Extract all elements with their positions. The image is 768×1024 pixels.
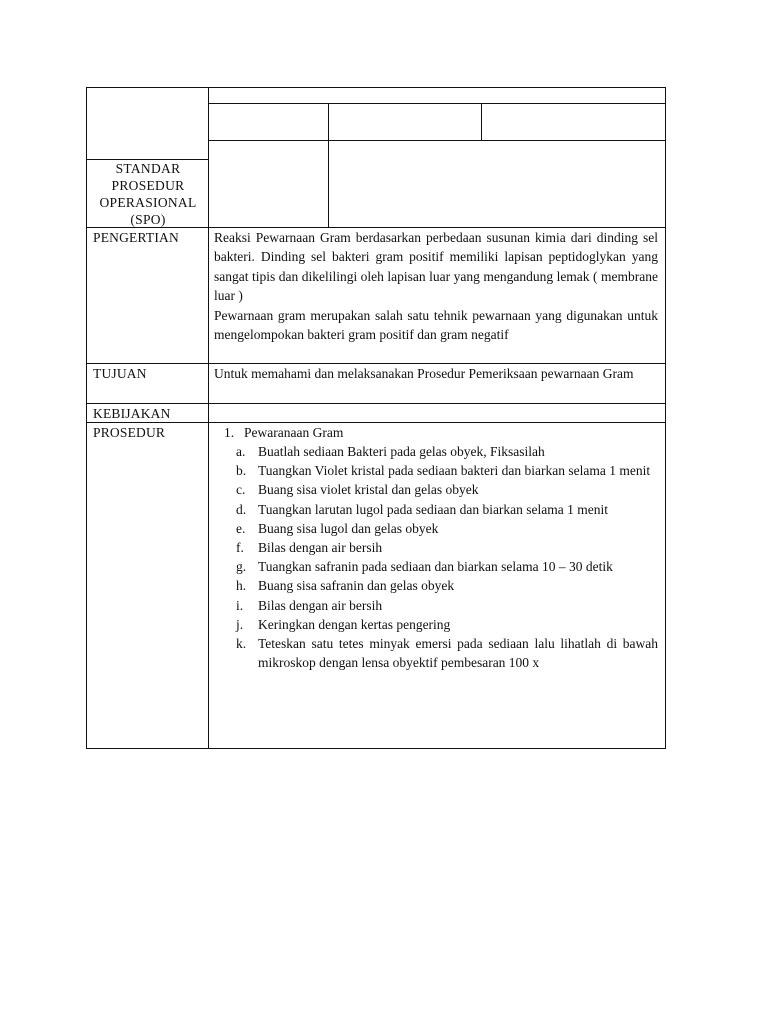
label-pengertian: PENGERTIAN <box>93 230 179 245</box>
spo-title-line-4: (SPO) <box>130 212 166 227</box>
step-marker: c. <box>236 482 246 498</box>
step-marker: e. <box>236 520 246 536</box>
header-line-2 <box>208 140 666 141</box>
table-border-left <box>86 87 87 749</box>
tujuan-content: Untuk memahami dan melaksanakan Prosedur Pemeriksaan pewarnaan Gram <box>214 366 634 381</box>
step-text: Buang sisa lugol dan gelas obyek <box>258 520 439 536</box>
step-marker: k. <box>236 636 247 652</box>
pengertian-paragraph: Pewarnaan gram merupakan salah satu tehnik pewarnaan yang digunakan untuk mengelompokan bakteri gram positif dan gram negatif <box>214 307 658 343</box>
row-line-prosedur <box>86 422 666 423</box>
spo-title-line-1: STANDAR <box>115 161 181 176</box>
step-marker: d. <box>236 501 247 517</box>
table-column-divider <box>208 87 209 749</box>
list-item <box>236 461 658 480</box>
list-item <box>236 634 658 672</box>
step-text: Buatlah sediaan Bakteri pada gelas obyek, Fiksasilah <box>258 444 545 459</box>
prosedur-number: 1. <box>224 425 235 440</box>
step-text: Buang sisa violet kristal dan gelas obyek <box>258 482 479 498</box>
header-line-1 <box>208 103 666 104</box>
list-item <box>236 442 658 461</box>
step-marker: g. <box>236 559 247 575</box>
list-item <box>236 596 658 615</box>
pengertian-content <box>214 228 658 344</box>
table-border-bottom <box>86 748 666 749</box>
step-marker: f. <box>236 540 244 556</box>
step-text: Teteskan satu tetes minyak emersi pada sediaan lalu lihatlah di bawah mikroskop dengan lensa obyektif pembesaran 100 x <box>258 636 658 671</box>
step-text: Tuangkan larutan lugol pada sediaan dan biarkan selama 1 menit <box>258 501 609 517</box>
list-item <box>236 557 658 576</box>
step-text: Bilas dengan air bersih <box>258 597 383 613</box>
step-text: Bilas dengan air bersih <box>258 540 383 556</box>
list-item <box>236 538 658 557</box>
step-text: Buang sisa safranin dan gelas obyek <box>258 578 455 594</box>
spo-title-line-2: PROSEDUR <box>111 178 185 193</box>
header-divider-2 <box>481 103 482 141</box>
step-marker: j. <box>236 616 244 632</box>
label-prosedur: PROSEDUR <box>93 425 166 440</box>
row-line-kebijakan <box>86 403 666 404</box>
list-item <box>236 519 658 538</box>
step-text: Tuangkan Violet kristal pada sediaan bakteri dan biarkan selama 1 menit <box>258 463 651 479</box>
list-item <box>236 615 658 634</box>
step-text: Tuangkan safranin pada sediaan dan biarkan selama 10 – 30 detik <box>258 559 613 575</box>
step-text: Keringkan dengan kertas pengering <box>258 616 451 632</box>
prosedur-heading <box>224 423 343 442</box>
list-item <box>236 500 658 519</box>
step-marker: b. <box>236 463 247 479</box>
prosedur-steps <box>236 442 658 672</box>
list-item <box>236 576 658 595</box>
header-divider-1 <box>328 103 329 227</box>
step-marker: a. <box>236 444 246 459</box>
label-kebijakan: KEBIJAKAN <box>93 406 171 421</box>
step-marker: h. <box>236 578 247 594</box>
spo-title <box>88 160 208 228</box>
label-tujuan: TUJUAN <box>93 366 147 381</box>
pengertian-paragraph: Reaksi Pewarnaan Gram berdasarkan perbedaan susunan kimia dari dinding sel bakteri. Dinding sel bakteri gram positif memiliki lapisan peptidoglykan yang sangat tipis dan dikelilingi oleh lapisan luar yang mengandung lemak ( membrane luar ) <box>214 230 658 304</box>
table-border-top <box>86 87 666 88</box>
table-border-right <box>665 87 666 749</box>
list-item <box>236 480 658 499</box>
step-marker: i. <box>236 597 244 613</box>
prosedur-heading-text: Pewaranaan Gram <box>244 425 344 440</box>
spo-title-line-3: OPERASIONAL <box>99 195 197 210</box>
